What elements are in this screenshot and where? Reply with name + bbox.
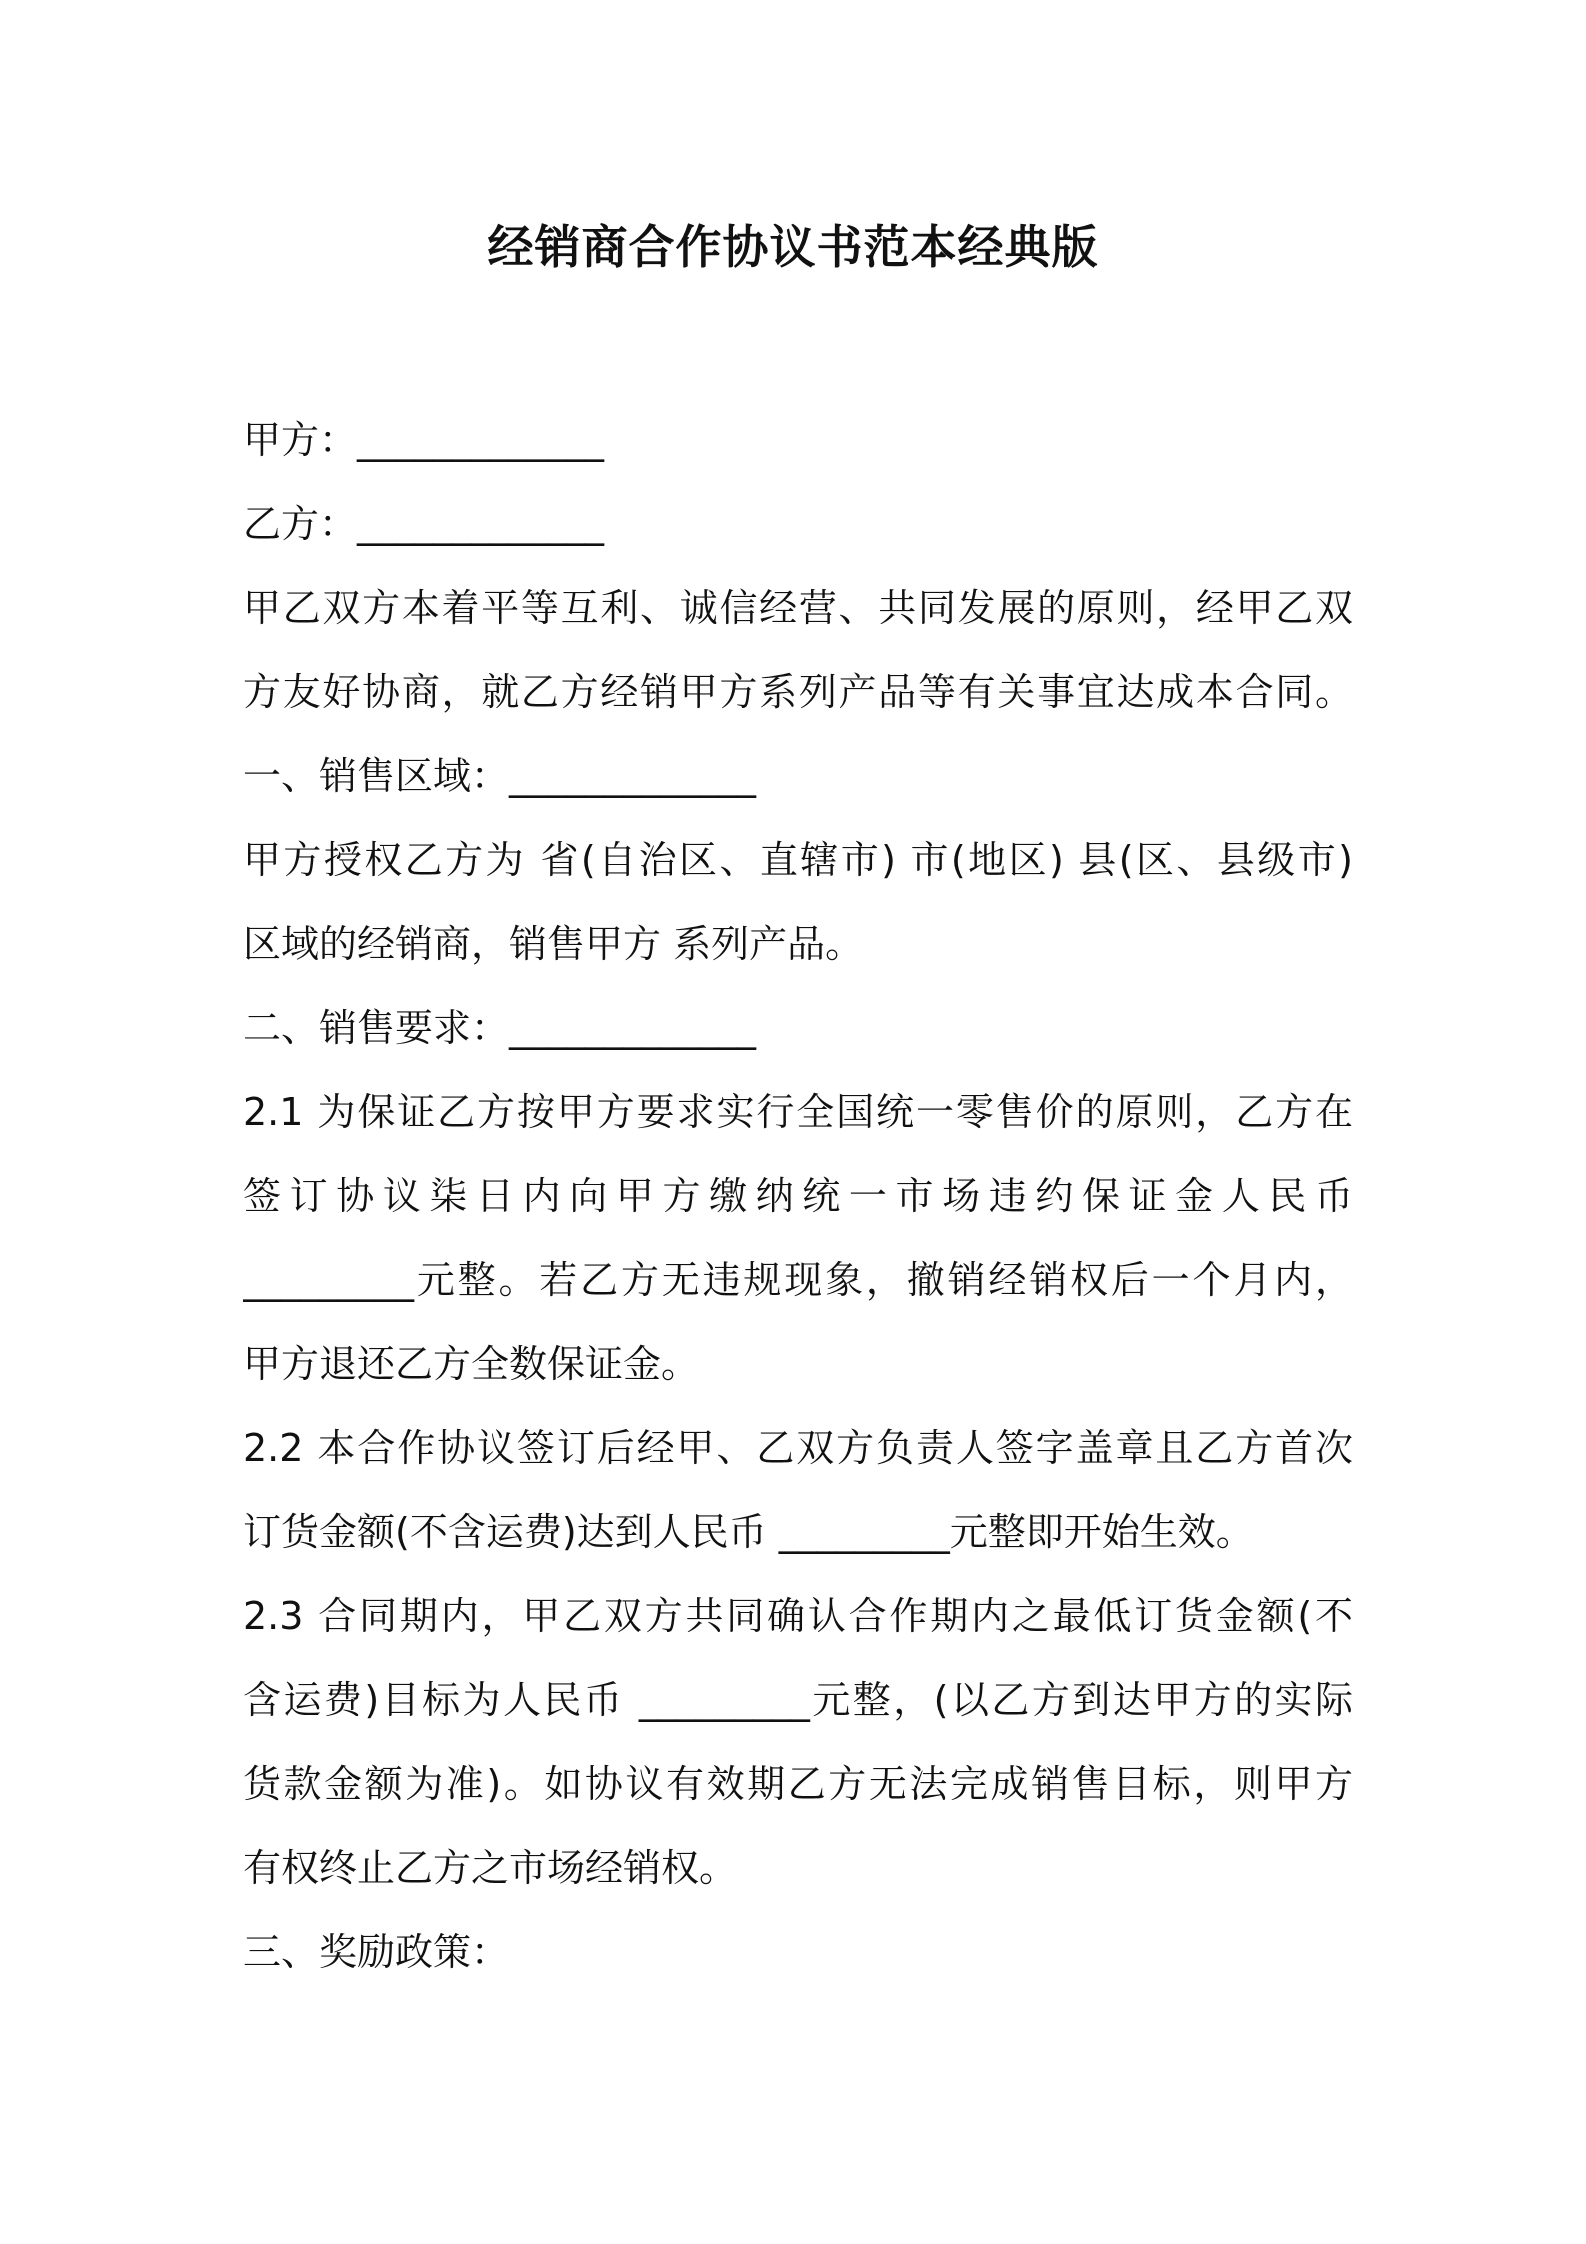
document-line: 甲方：_____________	[243, 418, 605, 462]
document-title: 经销商合作协议书范本经典版	[487, 220, 1099, 274]
document-line: 订货金额(不含运费)达到人民币 _________元整即开始生效。	[243, 1510, 1254, 1554]
document-line: _________元整。若乙方无违规现象，撤销经销权后一个月内，	[243, 1258, 1353, 1302]
document-line: 签订协议柒日内向甲方缴纳统一市场违约保证金人民币	[243, 1174, 1353, 1218]
document-line: 区域的经销商，销售甲方 系列产品。	[243, 922, 864, 966]
document-line: 2.3 合同期内，甲乙双方共同确认合作期内之最低订货金额(不	[243, 1594, 1353, 1638]
document-line: 甲方授权乙方为 省(自治区、直辖市) 市(地区) 县(区、县级市)	[243, 838, 1353, 882]
document-line: 方友好协商，就乙方经销甲方系列产品等有关事宜达成本合同。	[243, 670, 1353, 714]
document-line: 乙方：_____________	[243, 502, 605, 546]
document-line: 2.1 为保证乙方按甲方要求实行全国统一零售价的原则，乙方在	[243, 1090, 1353, 1134]
document-line: 一、销售区域：_____________	[243, 754, 757, 798]
document-line: 三、奖励政策：	[243, 1930, 510, 1974]
document-line: 甲乙双方本着平等互利、诚信经营、共同发展的原则，经甲乙双	[243, 586, 1353, 630]
document-body	[243, 398, 1353, 1994]
document-line: 货款金额为准)。如协议有效期乙方无法完成销售目标，则甲方	[243, 1762, 1353, 1806]
document-line: 有权终止乙方之市场经销权。	[243, 1846, 738, 1890]
document-line: 二、销售要求：_____________	[243, 1006, 757, 1050]
document-line: 甲方退还乙方全数保证金。	[243, 1342, 700, 1386]
document-line: 2.2 本合作协议签订后经甲、乙双方负责人签字盖章且乙方首次	[243, 1426, 1353, 1470]
document-line: 含运费)目标为人民币 _________元整，(以乙方到达甲方的实际	[243, 1678, 1353, 1722]
